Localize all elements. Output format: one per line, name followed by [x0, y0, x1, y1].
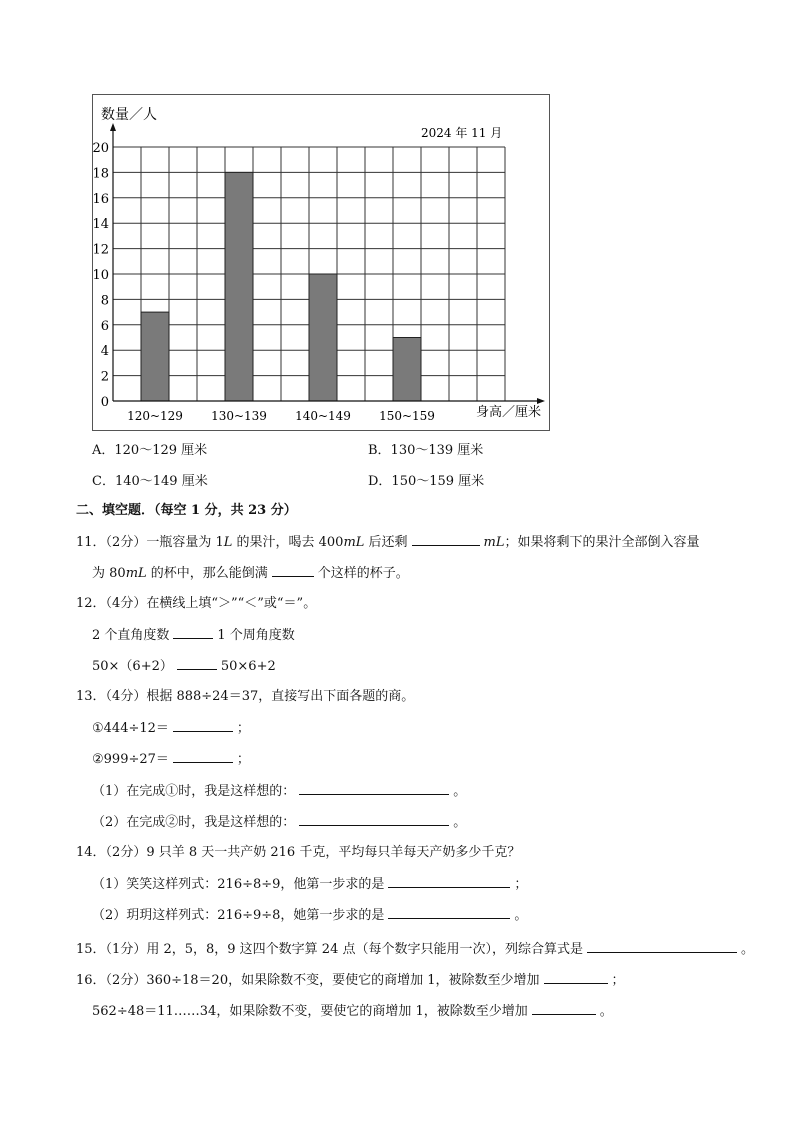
q14-sub2-end: 。: [514, 908, 528, 923]
question-16-line2: [92, 1002, 613, 1021]
x-tick-label: 120~129: [127, 409, 183, 423]
x-tick-label: 140~149: [295, 409, 351, 423]
q13-i1-text: ①444÷12＝: [92, 721, 169, 736]
q12-b-right: 50×6+2: [220, 659, 276, 674]
question-14-sub-2: [92, 906, 527, 925]
q12-blank-a[interactable]: [173, 626, 213, 639]
q11-unit-ml-3: mL: [125, 566, 147, 581]
q13-blank-3[interactable]: [299, 782, 449, 795]
question-14-sub-1: [92, 875, 527, 894]
y-tick-label: 18: [93, 166, 109, 182]
q16-line2-end: 。: [599, 1004, 613, 1019]
question-12-a: [92, 626, 295, 645]
bar-140~149: [309, 274, 337, 401]
question-11-line1: [76, 533, 700, 552]
q16-line2-text: 562÷48＝11……34，如果除数不变，要使它的商增加 1，被除数至少增加: [92, 1004, 528, 1019]
question-13-sub-1: [92, 782, 466, 801]
option-c: C．140～149 厘米: [92, 474, 208, 489]
q12-a-right: 1 个周角度数: [217, 628, 295, 643]
q11-unit-l: L: [223, 535, 233, 550]
question-14-stem: 14．（2分）9 只羊 8 天一共产奶 216 千克，平均每只羊每天产奶多少千克？: [76, 845, 521, 860]
q11-text-g: 个这样的杯子。: [317, 566, 409, 581]
chart-date-note: 2024 年 11 月: [421, 126, 503, 140]
q14-blank-1[interactable]: [388, 875, 510, 888]
q12-a-left: 2 个直角度数: [92, 628, 170, 643]
section-title: 二、填空题．（每空 1 分，共 23 分）: [76, 503, 297, 518]
bar-chart: [93, 95, 551, 432]
y-tick-label: 20: [93, 141, 109, 156]
q14-sub1-text: （1）笑笑这样列式：216÷8÷9，他第一步求的是: [92, 877, 385, 892]
q11-text-f: 的杯中，那么能倒满: [146, 566, 268, 581]
y-axis-arrow: [110, 123, 116, 131]
q15-blank[interactable]: [587, 940, 737, 953]
question-11-line2: [92, 564, 409, 583]
x-tick-label: 130~139: [211, 409, 267, 423]
bar-chart-frame: [92, 94, 550, 431]
x-axis-label: 身高／厘米: [476, 405, 542, 420]
y-tick-label: 4: [100, 344, 109, 360]
question-12-b: [92, 657, 276, 676]
question-12-stem: 12．（4分）在横线上填“＞”“＜”或“＝”。: [76, 596, 317, 611]
q12-blank-b[interactable]: [177, 657, 217, 670]
q16-blank-1[interactable]: [544, 971, 608, 984]
q13-i1-semi: ；: [236, 721, 250, 736]
question-13-sub-2: [92, 813, 466, 832]
x-tick-label: 150~159: [379, 409, 435, 423]
q13-sub1-text: （1）在完成①时，我是这样想的：: [92, 784, 296, 799]
q15-end: 。: [740, 942, 754, 957]
y-tick-label: 8: [100, 293, 109, 309]
question-15: [76, 940, 754, 959]
bar-130~139: [225, 172, 253, 401]
q11-blank-1[interactable]: [412, 533, 480, 546]
y-tick-label: 0: [100, 395, 109, 410]
q11-text-c: 后还剩: [364, 535, 408, 550]
q13-i2-text: ②999÷27＝: [92, 752, 169, 767]
q13-blank-2[interactable]: [173, 750, 233, 763]
q15-text: 15．（1分）用 2，5，8，9 这四个数字算 24 点（每个数字只能用一次），列综合算式是: [76, 942, 583, 957]
q16-blank-2[interactable]: [532, 1002, 596, 1015]
q11-unit-ml-2: mL: [483, 535, 505, 550]
y-tick-label: 6: [100, 318, 109, 334]
option-a: A．120～129 厘米: [92, 443, 208, 458]
q11-text-d: ；如果将剩下的果汁全部倒入容量: [504, 535, 700, 550]
bar-150~159: [393, 338, 421, 402]
q11-blank-2[interactable]: [272, 564, 314, 577]
question-13-item-1: [92, 719, 250, 738]
q14-blank-2[interactable]: [388, 906, 510, 919]
question-13-stem: 13．（4分）根据 888÷24＝37，直接写出下面各题的商。: [76, 689, 415, 704]
q11-text-b: 的果汁，喝去 400: [232, 535, 344, 550]
q12-b-left: 50×（6+2）: [92, 659, 173, 674]
q11-unit-ml: mL: [343, 535, 365, 550]
q13-sub1-end: 。: [453, 784, 467, 799]
option-b: B．130～139 厘米: [368, 443, 484, 458]
option-d: D．150～159 厘米: [368, 474, 485, 489]
q13-sub2-end: 。: [453, 815, 467, 830]
y-tick-label: 16: [93, 191, 109, 207]
bar-120~129: [141, 312, 169, 401]
q14-sub2-text: （2）玥玥这样列式：216÷9÷8，她第一步求的是: [92, 908, 385, 923]
y-axis-label: 数量／人: [101, 107, 157, 123]
question-16-line1: [76, 971, 625, 990]
q16-line1-text: 16．（2分）360÷18＝20，如果除数不变，要使它的商增加 1，被除数至少增加: [76, 973, 540, 988]
q11-text-a: 11．（2分）一瓶容量为 1: [76, 535, 224, 550]
y-tick-label: 2: [100, 369, 109, 385]
q14-sub1-semi: ；: [514, 877, 528, 892]
q11-text-e: 为 80: [92, 566, 126, 581]
y-tick-label: 14: [93, 217, 109, 233]
y-tick-label: 10: [93, 268, 109, 283]
y-tick-label: 12: [93, 242, 109, 258]
q16-line1-semi: ；: [611, 973, 625, 988]
q13-sub2-text: （2）在完成②时，我是这样想的：: [92, 815, 296, 830]
x-axis-arrow: [537, 398, 545, 404]
q13-blank-4[interactable]: [299, 813, 449, 826]
q13-i2-semi: ；: [236, 752, 250, 767]
question-13-item-2: [92, 750, 250, 769]
q13-blank-1[interactable]: [173, 719, 233, 732]
